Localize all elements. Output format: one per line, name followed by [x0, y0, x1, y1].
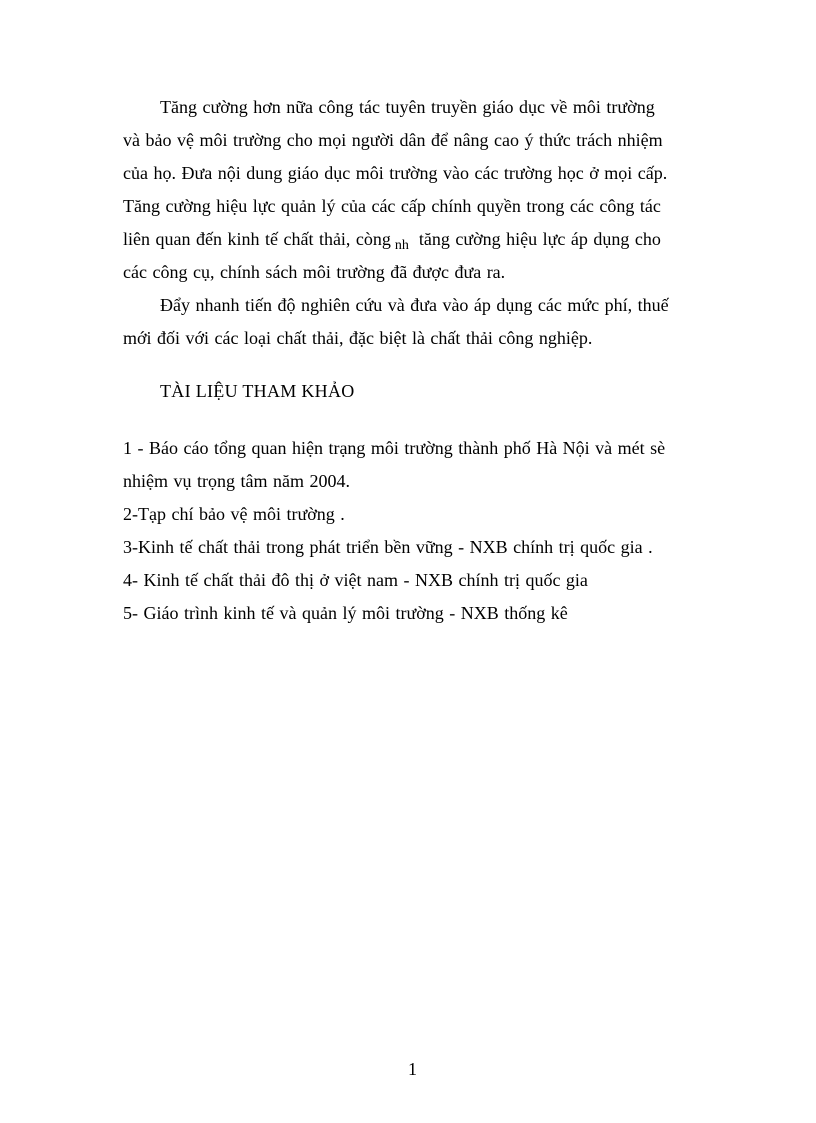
reference-item-4: 4- Kinh tế chất thải đô thị ở việt nam - NXB chính trị quốc gia [123, 570, 588, 590]
reference-item-1-line-2: nhiệm vụ trọng tâm năm 2004. [123, 471, 350, 491]
page-number: 1 [408, 1059, 417, 1079]
paragraph-1-line-4: Tăng cường hiệu lực quản lý của các cấp chính quyền trong các công tác [123, 196, 661, 216]
paragraph-1-line-5-fragment: nh [394, 238, 409, 253]
paragraph-1-line-5 [123, 228, 661, 253]
reference-item-3: 3-Kinh tế chất thải trong phát triển bền vững - NXB chính trị quốc gia . [123, 537, 653, 557]
reference-item-1-line-1: 1 - Báo cáo tổng quan hiện trạng môi trường thành phố Hà Nội và mét sè [123, 438, 666, 458]
paragraph-2-line-2: mới đối với các loại chất thải, đặc biệt là chất thải công nghiệp. [123, 328, 593, 348]
paragraph-1-line-2: và bảo vệ môi trường cho mọi người dân để nâng cao ý thức trách nhiệm [123, 130, 663, 150]
paragraph-2-line-1: Đẩy nhanh tiến độ nghiên cứu và đưa vào áp dụng các mức phí, thuế [160, 295, 669, 315]
paragraph-1-line-5-part-a: liên quan đến kinh tế chất thải, còng [123, 229, 391, 249]
paragraph-1-line-1: Tăng cường hơn nữa công tác tuyên truyền giáo dục về môi trường [160, 97, 655, 117]
paragraph-1-line-5-part-b: tăng cường hiệu lực áp dụng cho [418, 229, 661, 249]
paragraph-1-line-6: các công cụ, chính sách môi trường đã được đưa ra. [123, 262, 506, 282]
reference-item-5: 5- Giáo trình kinh tế và quản lý môi trường - NXB thống kê [123, 603, 568, 623]
paragraph-1-line-3: của họ. Đưa nội dung giáo dục môi trường vào các trường học ở mọi cấp. [123, 163, 668, 183]
references-heading: TÀI LIỆU THAM KHẢO [160, 381, 355, 401]
reference-item-2: 2-Tạp chí bảo vệ môi trường . [123, 504, 345, 524]
